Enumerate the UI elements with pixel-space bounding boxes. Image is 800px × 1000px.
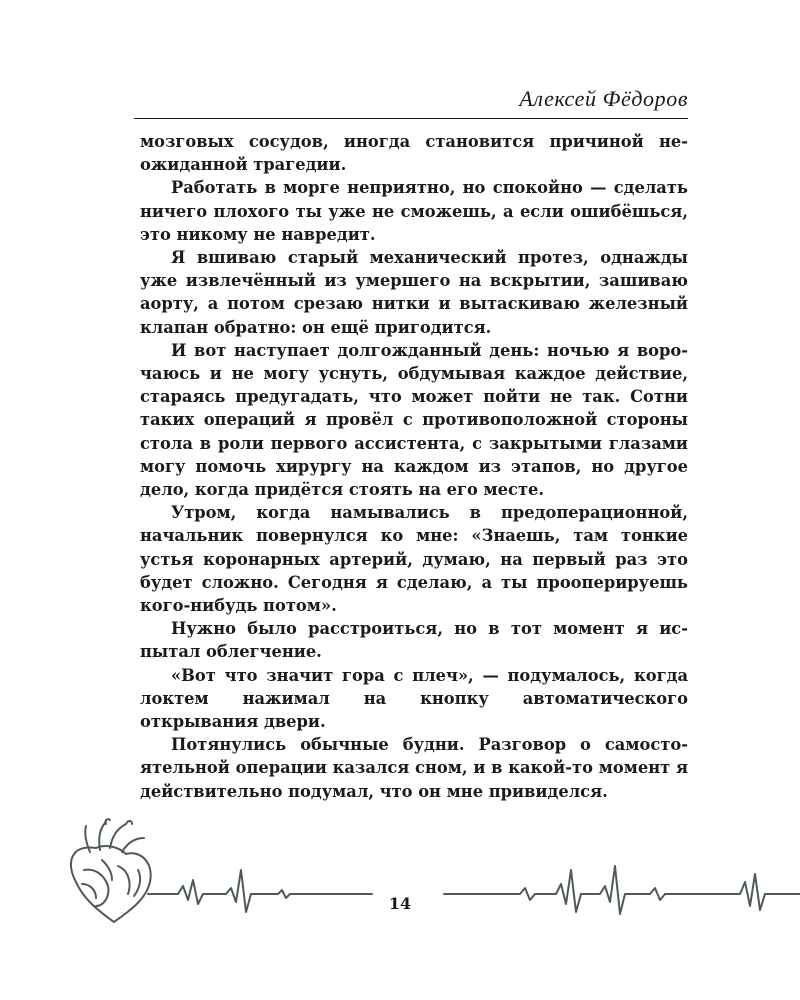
paragraph: «Вот что значит гора с плеч», — подумалось, когда локтем нажимал на кнопку автоматического открывания двери.	[140, 665, 688, 732]
paragraph: Я вшиваю старый механический протез, однажды уже извлечённый из умершего на вскрытии, зашиваю аорту, а потом срезаю нитки и вытаскиваю железный клапан обратно: он ещё пригодится.	[140, 248, 688, 337]
paragraph: Утром, когда намывались в предоперационной, начальник повернулся ко мне: «Знаешь, там тонкие устья коронарных артерий, думаю, на первый раз это будет сложно. Сегодня я сделаю, а ты прооперируешь кого-нибудь потом».	[140, 503, 688, 616]
page-number: 14	[388, 894, 412, 913]
paragraph: И вот наступает долгожданный день: ночью я ворочаюсь и не могу уснуть, обдумывая каждое действие, стараясь предугадать, что может пойти не так. Сотни таких операций я провёл с противоположной стороны стола в роли первого ассистента, с закрытыми глазами могу помочь хирургу на каждом из этапов, но другое дело, когда придётся стоять на его месте.	[140, 340, 688, 500]
paragraph: Работать в морге неприятно, но спокойно — сделать ничего плохого ты уже не сможешь, а если ошибёшься, это никому не навредит.	[140, 178, 688, 244]
heart-ecg-icon	[71, 819, 800, 922]
paragraph: Нужно было расстроиться, но в тот момент я испытал облегчение.	[140, 619, 688, 662]
running-head-author: Алексей Фёдоров	[519, 86, 688, 111]
paragraph: мозговых сосудов, иногда становится причиной неожиданной трагедии.	[140, 132, 688, 175]
paragraph: Потянулись обычные будни. Разговор о самостоятельной операции казался сном, и в какой-то момент я действительно подумал, что он мне привиделся.	[140, 735, 688, 801]
page-body	[140, 130, 688, 803]
header-rule	[134, 118, 688, 119]
